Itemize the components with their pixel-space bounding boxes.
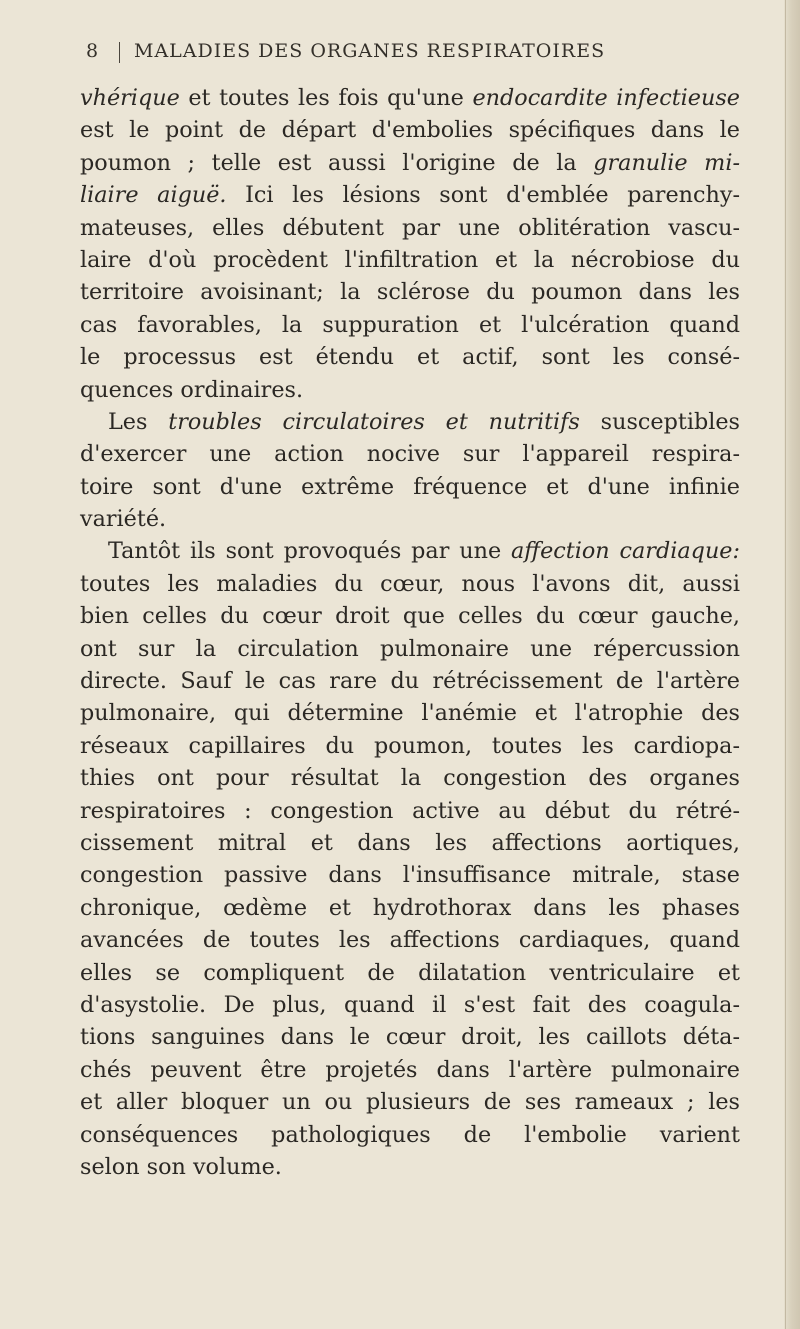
text-run: toire sont d'une extrême fréquence et d'une infinie	[80, 473, 740, 500]
text-line	[80, 535, 740, 567]
text-run: est le point de départ d'embolies spécifiques dans le	[80, 117, 740, 144]
italic-term: affection cardiaque:	[511, 538, 741, 565]
italic-term: granulie mi-	[593, 149, 740, 176]
text-run: réseaux capillaires du poumon, toutes les cardiopa-	[80, 732, 740, 759]
text-run: conséquences pathologiques de l'embolie varient	[80, 1121, 740, 1148]
text-line	[80, 989, 740, 1021]
italic-term: liaire aiguë.	[80, 182, 227, 209]
text-run: congestion passive dans l'insuffisance mitrale, stase	[80, 862, 740, 889]
text-run: cas favorables, la suppuration et l'ulcération quand	[80, 311, 740, 338]
page-right-edge	[784, 0, 800, 1329]
text-run: d'asystolie. De plus, quand il s'est fait des coagula-	[80, 991, 740, 1018]
text-line	[80, 827, 740, 859]
page-number: 8	[86, 40, 100, 62]
text-run: laire d'où procèdent l'infiltration et la nécrobiose du	[80, 246, 740, 273]
text-run: territoire avoisinant; la sclérose du poumon dans les	[80, 279, 740, 306]
text-run: susceptibles	[579, 408, 740, 435]
text-run: Les	[108, 408, 169, 435]
text-line	[80, 730, 740, 762]
text-run: mateuses, elles débutent par une oblitération vascu-	[80, 214, 740, 241]
text-line	[80, 309, 740, 341]
text-run: chés peuvent être projetés dans l'artère pulmonaire	[80, 1056, 740, 1083]
text-run: toutes les maladies du cœur, nous l'avons dit, aussi	[80, 570, 740, 597]
text-run: elles se compliquent de dilatation ventriculaire et	[80, 959, 740, 986]
text-run: poumon ; telle est aussi l'origine de la	[80, 149, 594, 176]
text-line	[80, 179, 740, 211]
text-line	[80, 957, 740, 989]
text-run: avancées de toutes les affections cardiaques, quand	[80, 927, 740, 954]
text-line	[80, 1086, 740, 1118]
text-line	[80, 697, 740, 729]
text-run: d'exercer une action nocive sur l'appareil respira-	[80, 441, 740, 468]
text-run: et aller bloquer un ou plusieurs de ses rameaux ; les	[80, 1089, 740, 1116]
text-line	[80, 374, 740, 406]
text-line	[80, 762, 740, 794]
text-line	[80, 1151, 740, 1183]
text-line	[80, 341, 740, 373]
text-line	[80, 795, 740, 827]
italic-term: vhérique	[80, 85, 180, 111]
text-line	[80, 1119, 740, 1151]
text-line	[80, 276, 740, 308]
text-run: le processus est étendu et actif, sont les consé-	[80, 344, 740, 371]
text-line	[80, 1054, 740, 1086]
text-run: tions sanguines dans le cœur droit, les caillots déta-	[80, 1024, 740, 1051]
body-text	[80, 82, 740, 1183]
text-line	[80, 503, 740, 535]
text-run: ont sur la circulation pulmonaire une répercussion	[80, 635, 740, 662]
text-line	[80, 633, 740, 665]
text-line	[80, 859, 740, 891]
text-line	[80, 147, 740, 179]
text-run: thies ont pour résultat la congestion des organes	[80, 765, 740, 792]
italic-term: endocardite infectieuse	[472, 85, 740, 111]
text-line	[80, 212, 740, 244]
text-run: quences ordinaires.	[80, 376, 304, 403]
text-line	[80, 600, 740, 632]
text-run: Ici les lésions sont d'emblée parenchy-	[226, 182, 741, 209]
text-line	[80, 924, 740, 956]
text-line	[80, 82, 740, 114]
text-run: chronique, œdème et hydrothorax dans les phases	[80, 894, 740, 921]
italic-term: troubles circulatoires et nutritifs	[168, 408, 580, 435]
text-line	[80, 438, 740, 470]
text-run: respiratoires : congestion active au début du rétré-	[80, 797, 740, 824]
running-title: MALADIES DES ORGANES RESPIRATOIRES	[134, 40, 606, 62]
text-line	[80, 1021, 740, 1053]
text-run: selon son volume.	[80, 1153, 282, 1180]
header-divider	[119, 42, 120, 63]
running-head	[86, 40, 726, 72]
text-line	[80, 471, 740, 503]
text-run: cissement mitral et dans les affections aortiques,	[80, 829, 740, 856]
text-run: pulmonaire, qui détermine l'anémie et l'atrophie des	[80, 700, 740, 727]
text-run: variété.	[80, 506, 167, 533]
text-run: et toutes les fois qu'une	[179, 85, 473, 111]
page-edge-line	[785, 0, 786, 1329]
text-run: directe. Sauf le cas rare du rétrécissement de l'artère	[80, 668, 740, 695]
text-line	[80, 406, 740, 438]
text-line	[80, 244, 740, 276]
text-line	[80, 665, 740, 697]
text-run: Tantôt ils sont provoqués par une	[108, 538, 512, 565]
text-line	[80, 114, 740, 146]
text-run: bien celles du cœur droit que celles du cœur gauche,	[80, 603, 740, 630]
text-line	[80, 892, 740, 924]
text-line	[80, 568, 740, 600]
